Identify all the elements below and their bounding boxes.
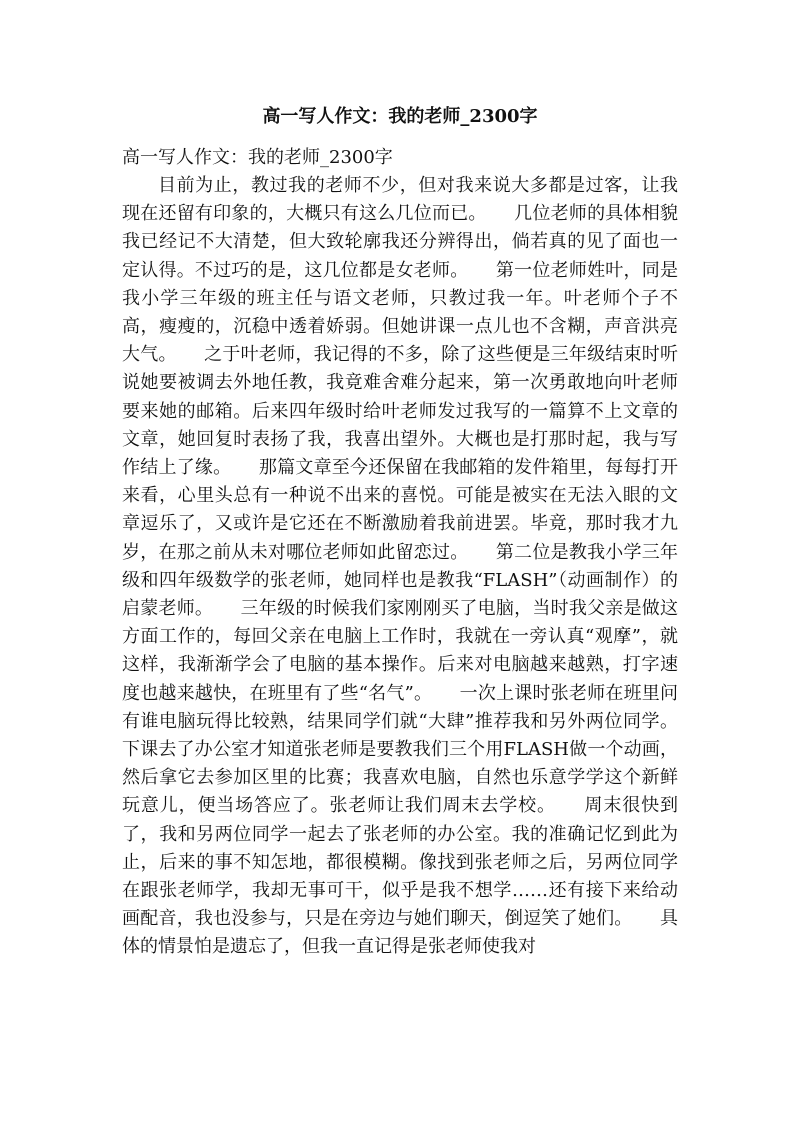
document-body: 目前为止，教过我的老师不少，但对我来说大多都是过客，让我现在还留有印象的，大概只有这么几位而已。 几位老师的具体相貌我已经记不大清楚，但大致轮廓我还分辨得出，倘若真的见了面也一定认得。不过巧的是，这几位都是女老师。 第一位老师姓叶，同是我小学三年级的班主任与语文老师，只教过我一年。叶老师个子不高，瘦瘦的，沉稳中透着娇弱。但她讲课一点儿也不含糊，声音洪亮大气。 之于叶老师，我记得的不多，除了这些便是三年级结束时听说她要被调去外地任教，我竟难舍难分起来，第一次勇敢地向叶老师要来她的邮箱。后来四年级时给叶老师发过我写的一篇算不上文章的文章，她回复时表扬了我，我喜出望外。大概也是打那时起，我与写作结上了缘。 那篇文章至今还保留在我邮箱的发件箱里，每每打开来看，心里头总有一种说不出来的喜悦。可能是被实在无法入眼的文章逗乐了，又或许是它还在不断激励着我前进罢。毕竟，那时我才九岁，在那之前从未对哪位老师如此留恋过。 第二位是教我小学三年级和四年级数学的张老师，她同样也是教我“FLASH”（动画制作）的启蒙老师。 三年级的时候我们家刚刚买了电脑，当时我父亲是做这方面工作的，每回父亲在电脑上工作时，我就在一旁认真“观摩”，就这样，我渐渐学会了电脑的基本操作。后来对电脑越来越熟，打字速度也越来越快，在班里有了些“名气”。 一次上课时张老师在班里问有谁电脑玩得比较熟，结果同学们就“大肆”推荐我和另外两位同学。下课去了办公室才知道张老师是要教我们三个用FLASH做一个动画，然后拿它去参加区里的比赛；我喜欢电脑，自然也乐意学学这个新鲜玩意儿，便当场答应了。张老师让我们周末去学校。 周末很快到了，我和另两位同学一起去了张老师的办公室。我的准确记忆到此为止，后来的事不知怎地，都很模糊。像找到张老师之后，另两位同学在跟张老师学，我却无事可干，似乎是我不想学……还有接下来给动画配音，我也没参与，只是在旁边与她们聊天，倒逗笑了她们。 具体的情景怕是遗忘了，但我一直记得是张老师使我对 xyxy=(122,175,678,958)
document-title: 高一写人作文：我的老师_2300字 xyxy=(262,106,538,127)
document-subtitle: 高一写人作文：我的老师_2300字 xyxy=(122,147,393,168)
